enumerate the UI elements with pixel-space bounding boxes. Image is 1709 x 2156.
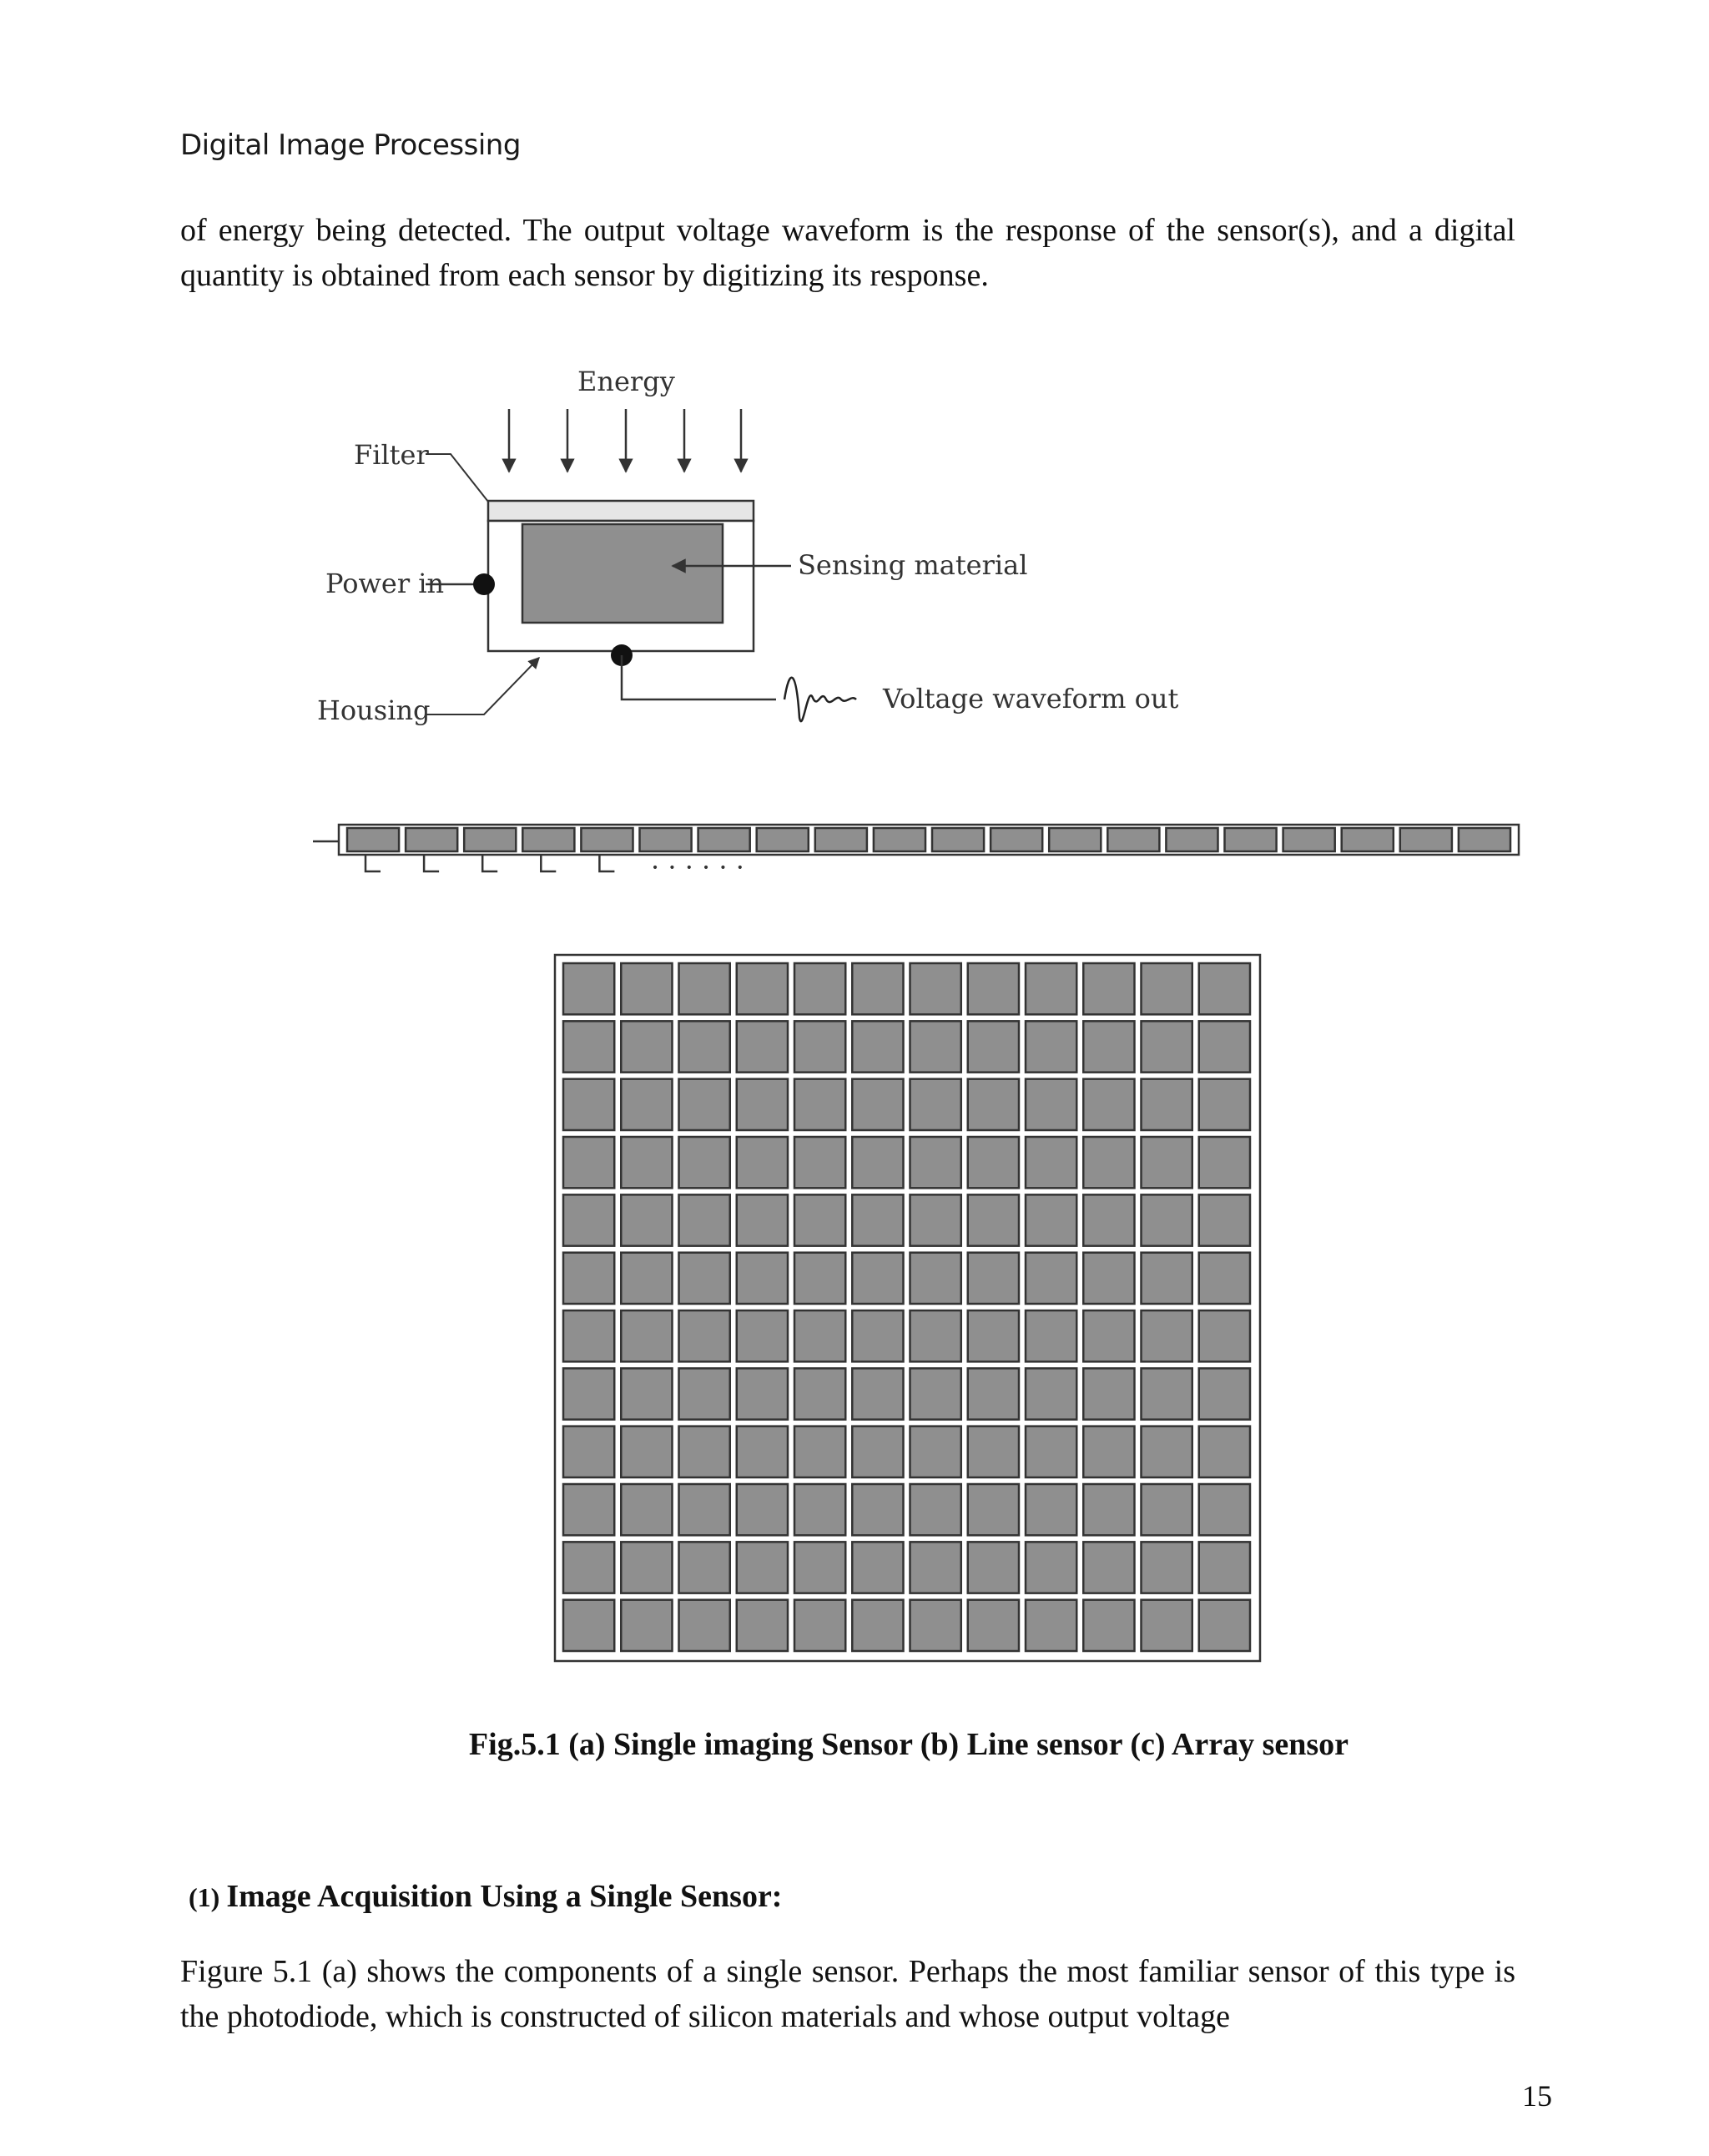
line-sensor-cell xyxy=(874,828,925,851)
array-sensor-cell xyxy=(679,963,730,1014)
energy-label: Energy xyxy=(577,366,675,397)
array-sensor-cell xyxy=(1083,1021,1134,1072)
array-sensor-cell xyxy=(1142,1542,1192,1593)
array-sensor-cell xyxy=(1083,1310,1134,1361)
array-sensor-cell xyxy=(968,1484,1019,1535)
array-sensor-cell xyxy=(563,1137,614,1188)
array-sensor-cell xyxy=(621,1542,672,1593)
array-sensor-cell xyxy=(1026,1426,1076,1477)
housing-label: Housing xyxy=(317,694,431,726)
array-sensor-cell xyxy=(852,1021,903,1072)
array-sensor-cell xyxy=(1199,963,1250,1014)
array-sensor-cell xyxy=(1199,1079,1250,1130)
array-sensor-cell xyxy=(1026,1542,1076,1593)
array-sensor-cell xyxy=(968,1368,1019,1419)
array-sensor-cell xyxy=(1199,1484,1250,1535)
array-sensor-cell xyxy=(1083,963,1134,1014)
array-sensor-cell xyxy=(794,1426,845,1477)
array-sensor-cell xyxy=(563,1368,614,1419)
array-sensor-cell xyxy=(794,1137,845,1188)
array-sensor-cell xyxy=(1142,1137,1192,1188)
array-sensor-cell xyxy=(563,1542,614,1593)
line-sensor-cell xyxy=(1459,828,1510,851)
array-sensor-cell xyxy=(1199,1368,1250,1419)
sensing-material-label: Sensing material xyxy=(798,549,1028,581)
array-sensor-cell xyxy=(621,1310,672,1361)
line-sensor-cell xyxy=(347,828,399,851)
array-sensor-cell xyxy=(621,1079,672,1130)
array-sensor-cell xyxy=(1083,1194,1134,1245)
array-sensor-cell xyxy=(679,1542,730,1593)
array-sensor-cell xyxy=(910,1600,961,1651)
array-sensor-cell xyxy=(679,1368,730,1419)
array-sensor-cell xyxy=(737,1426,788,1477)
array-sensor-cell xyxy=(852,1310,903,1361)
array-sensor-cell xyxy=(910,1194,961,1245)
array-sensor-cell xyxy=(968,1194,1019,1245)
array-sensor-cell xyxy=(563,963,614,1014)
array-sensor-cell xyxy=(1142,1484,1192,1535)
array-sensor-cell xyxy=(968,1021,1019,1072)
array-sensor-cell xyxy=(621,1194,672,1245)
array-sensor-cell xyxy=(737,1484,788,1535)
array-sensor-cell xyxy=(1083,1600,1134,1651)
array-sensor-cell xyxy=(968,1079,1019,1130)
array-sensor-cell xyxy=(1142,1079,1192,1130)
array-sensor-cell xyxy=(621,963,672,1014)
line-sensor-leads xyxy=(365,855,614,871)
figure-caption: Fig.5.1 (a) Single imaging Sensor (b) Line sensor (c) Array sensor xyxy=(468,1727,1349,1762)
array-sensor-cell xyxy=(1083,1368,1134,1419)
array-sensor-cell xyxy=(563,1310,614,1361)
energy-arrows xyxy=(509,409,741,472)
line-sensor-cell xyxy=(815,828,867,851)
array-sensor-cell xyxy=(621,1021,672,1072)
sensor-figure xyxy=(309,351,1527,1703)
array-sensor-cell xyxy=(1199,1137,1250,1188)
array-sensor-cell xyxy=(563,1021,614,1072)
array-sensor-cell xyxy=(794,1368,845,1419)
array-sensor-cell xyxy=(621,1368,672,1419)
array-sensor-cell xyxy=(679,1600,730,1651)
array-sensor-cell xyxy=(794,1310,845,1361)
array-sensor-cell xyxy=(621,1137,672,1188)
array-sensor-cell xyxy=(910,963,961,1014)
sensing-material xyxy=(522,524,723,623)
line-sensor-cell xyxy=(1283,828,1335,851)
array-sensor-cell xyxy=(737,1310,788,1361)
array-sensor-cell xyxy=(563,1194,614,1245)
line-sensor-cell xyxy=(1400,828,1452,851)
array-sensor-cell xyxy=(679,1310,730,1361)
filter-label: Filter xyxy=(354,439,429,471)
array-sensor-cell xyxy=(1142,1310,1192,1361)
array-sensor-cell xyxy=(1026,1194,1076,1245)
leads-ellipsis: · · · · · · xyxy=(651,851,744,883)
line-sensor-lead xyxy=(599,855,614,871)
array-sensor-cell xyxy=(968,963,1019,1014)
array-sensor-cell xyxy=(1142,1021,1192,1072)
power-in-terminal xyxy=(473,573,495,595)
array-sensor-cell xyxy=(852,963,903,1014)
array-sensor-cell xyxy=(910,1079,961,1130)
array-sensor-cell xyxy=(1026,1310,1076,1361)
line-sensor-cell xyxy=(991,828,1042,851)
array-sensor-cell xyxy=(1142,1426,1192,1477)
line-sensor-cell xyxy=(406,828,457,851)
array-sensor-cell xyxy=(737,1194,788,1245)
array-sensor-cell xyxy=(1199,1253,1250,1304)
array-sensor-cell xyxy=(1026,1253,1076,1304)
array-sensor-cell xyxy=(1083,1484,1134,1535)
array-sensor-cell xyxy=(910,1310,961,1361)
array-sensor-cell xyxy=(1142,1600,1192,1651)
array-sensor-cell xyxy=(852,1253,903,1304)
line-sensor-cell xyxy=(1049,828,1101,851)
array-sensor-cell xyxy=(621,1484,672,1535)
section-number: (1) xyxy=(189,1882,220,1912)
array-sensor-cell xyxy=(1199,1194,1250,1245)
array-sensor-cell xyxy=(737,1079,788,1130)
array-sensor-cell xyxy=(737,1368,788,1419)
line-sensor-cell xyxy=(1225,828,1277,851)
array-sensor-cell xyxy=(852,1137,903,1188)
array-sensor-cell xyxy=(737,963,788,1014)
line-sensor-lead xyxy=(541,855,556,871)
array-sensor-cell xyxy=(852,1426,903,1477)
array-sensor-cell xyxy=(1026,1079,1076,1130)
array-sensor-cell xyxy=(852,1079,903,1130)
housing-leader-line xyxy=(426,658,539,714)
array-sensor-cell xyxy=(679,1426,730,1477)
sensor-diagram xyxy=(309,351,1527,1703)
array-sensor-cell xyxy=(679,1484,730,1535)
array-sensor-cell xyxy=(910,1484,961,1535)
array-sensor-cell xyxy=(621,1426,672,1477)
waveform-icon xyxy=(784,678,856,721)
array-sensor-cell xyxy=(679,1137,730,1188)
array-sensor-cell xyxy=(910,1021,961,1072)
array-sensor-cell xyxy=(737,1021,788,1072)
array-sensor-cell xyxy=(1026,1368,1076,1419)
array-sensor-cell xyxy=(794,1600,845,1651)
line-sensor-cell xyxy=(932,828,984,851)
array-sensor-cell xyxy=(1199,1542,1250,1593)
line-sensor-cell xyxy=(522,828,574,851)
line-sensor-diagram xyxy=(313,825,1519,883)
array-sensor-cell xyxy=(794,963,845,1014)
array-sensor-cell xyxy=(679,1079,730,1130)
array-sensor-cell xyxy=(679,1194,730,1245)
filter-layer xyxy=(488,501,754,521)
array-sensor-cell xyxy=(1199,1021,1250,1072)
array-sensor-cell xyxy=(1083,1253,1134,1304)
array-sensor-cell xyxy=(737,1600,788,1651)
array-sensor-cell xyxy=(1026,1021,1076,1072)
array-sensor-cell xyxy=(910,1426,961,1477)
power-in-label: Power in xyxy=(325,568,445,599)
array-sensor-cell xyxy=(1142,963,1192,1014)
array-sensor-cell xyxy=(1026,963,1076,1014)
line-sensor-cell xyxy=(640,828,692,851)
array-sensor-cell xyxy=(737,1542,788,1593)
array-sensor-cell xyxy=(794,1079,845,1130)
line-sensor-cell xyxy=(581,828,633,851)
array-sensor-cell xyxy=(794,1194,845,1245)
array-sensor-cell xyxy=(910,1368,961,1419)
array-sensor-cell xyxy=(910,1253,961,1304)
line-sensor-lead xyxy=(482,855,497,871)
array-sensor-cell xyxy=(968,1253,1019,1304)
array-sensor-cell xyxy=(679,1021,730,1072)
array-sensor-cell xyxy=(1026,1137,1076,1188)
line-sensor-cell xyxy=(698,828,750,851)
array-sensor-cell xyxy=(910,1542,961,1593)
array-sensor-cell xyxy=(1026,1484,1076,1535)
array-sensor-cell xyxy=(1083,1542,1134,1593)
array-sensor-cell xyxy=(1199,1426,1250,1477)
output-line xyxy=(622,655,776,699)
array-sensor-cell xyxy=(737,1137,788,1188)
line-sensor-cell xyxy=(1342,828,1394,851)
single-sensor-diagram xyxy=(317,366,1178,726)
array-sensor-cell xyxy=(563,1484,614,1535)
array-sensor-cell xyxy=(737,1253,788,1304)
voltage-out-label: Voltage waveform out xyxy=(883,683,1179,714)
array-sensor-cell xyxy=(852,1194,903,1245)
line-sensor-cell xyxy=(757,828,809,851)
array-sensor-cell xyxy=(968,1600,1019,1651)
array-sensor-cell xyxy=(852,1368,903,1419)
paragraph-single-sensor: Figure 5.1 (a) shows the components of a single sensor. Perhaps the most familiar sensor of this type is the photodiode, which is constructed of silicon materials and whose output voltage xyxy=(180,1954,1515,2034)
section-title: Image Acquisition Using a Single Sensor: xyxy=(226,1879,783,1914)
line-sensor-cell xyxy=(464,828,516,851)
array-sensor-cell xyxy=(1199,1310,1250,1361)
array-sensor-cell xyxy=(852,1484,903,1535)
paragraph-intro: of energy being detected. The output voltage waveform is the response of the sensor(s), and a digital quantity is obtained from each sensor by digitizing its response. xyxy=(180,213,1515,293)
array-sensor-cell xyxy=(621,1600,672,1651)
array-sensor-cell xyxy=(1142,1194,1192,1245)
line-sensor-cell xyxy=(1166,828,1217,851)
array-sensor-cell xyxy=(1083,1079,1134,1130)
array-sensor-cell xyxy=(1083,1137,1134,1188)
page-number: 15 xyxy=(1522,2079,1552,2113)
array-sensor-cell xyxy=(563,1426,614,1477)
array-sensor-cell xyxy=(1083,1426,1134,1477)
array-sensor-cell xyxy=(563,1079,614,1130)
array-sensor-cell xyxy=(794,1021,845,1072)
array-sensor-cell xyxy=(621,1253,672,1304)
array-sensor-cell xyxy=(563,1253,614,1304)
array-sensor-diagram xyxy=(555,955,1260,1661)
array-sensor-cell xyxy=(794,1542,845,1593)
section-heading xyxy=(189,1878,782,1915)
running-head: Digital Image Processing xyxy=(180,129,521,162)
array-sensor-cell xyxy=(852,1600,903,1651)
array-sensor-cell xyxy=(1199,1600,1250,1651)
array-sensor-cell xyxy=(1142,1253,1192,1304)
array-sensor-cell xyxy=(1142,1368,1192,1419)
array-sensor-cell xyxy=(968,1310,1019,1361)
array-sensor-cell xyxy=(852,1542,903,1593)
line-sensor-cell xyxy=(1107,828,1159,851)
array-sensor-cell xyxy=(910,1137,961,1188)
line-sensor-lead xyxy=(365,855,381,871)
array-sensor-cell xyxy=(563,1600,614,1651)
array-sensor-cell xyxy=(794,1253,845,1304)
array-sensor-cell xyxy=(968,1137,1019,1188)
array-sensor-cell xyxy=(794,1484,845,1535)
array-sensor-cell xyxy=(679,1253,730,1304)
line-sensor-lead xyxy=(424,855,439,871)
array-sensor-cell xyxy=(1026,1600,1076,1651)
array-sensor-cell xyxy=(968,1542,1019,1593)
array-sensor-cell xyxy=(968,1426,1019,1477)
